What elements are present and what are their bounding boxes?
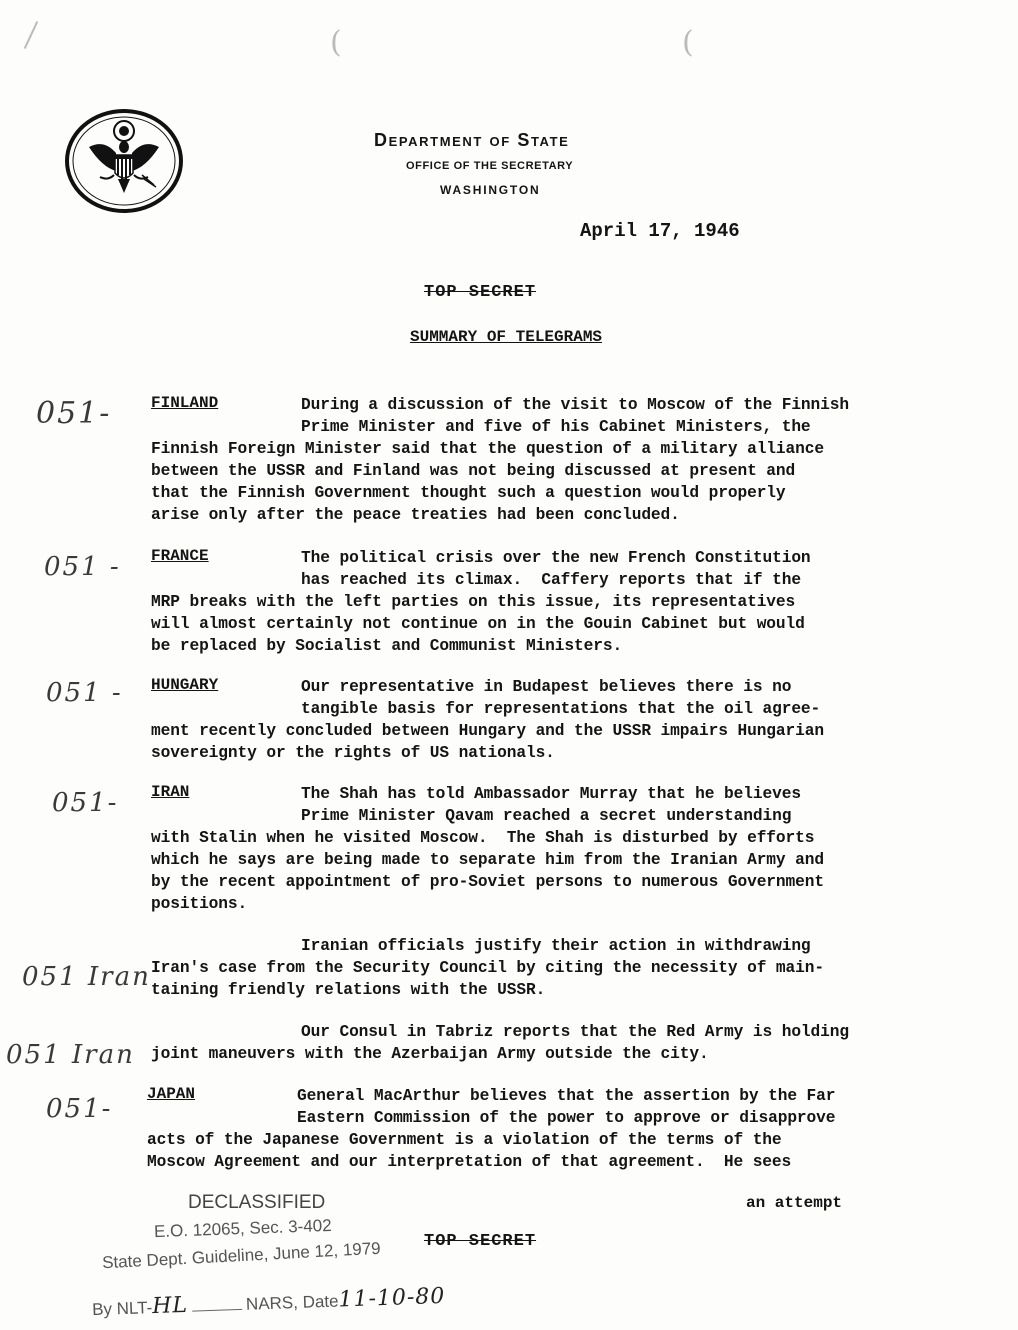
hole-punch-mark: ( [682,25,694,60]
hole-punch-mark: ( [330,25,342,60]
country-heading: FINLAND [151,394,219,412]
paragraph-line: joint maneuvers with the Azerbaijan Army outside the city. [151,1045,709,1063]
document-title: SUMMARY OF TELEGRAMS [410,328,603,346]
paragraph-line: The Shah has told Ambassador Murray that he believes [301,785,801,803]
declassified-initials: HL [151,1292,189,1320]
paragraph-line: with Stalin when he visited Moscow. The Shah is disturbed by efforts [151,829,815,847]
paragraph-line: Iran's case from the Security Council by citing the necessity of main- [151,959,824,977]
paragraph-line: Our Consul in Tabriz reports that the Red Army is holding [301,1023,850,1041]
paragraph-line: acts of the Japanese Government is a violation of the terms of the [147,1131,782,1149]
paragraph-line: taining friendly relations with the USSR. [151,981,546,999]
document-date: April 17, 1946 [580,220,740,242]
declassified-stamp: DECLASSIFIED [188,1192,326,1213]
paragraph-line: sovereignty or the rights of US nationals. [151,744,555,762]
paragraph-line: General MacArthur believes that the assertion by the Far [297,1087,836,1105]
country-heading: JAPAN [147,1085,196,1103]
office-heading: OFFICE OF THE SECRETARY [406,160,574,172]
declassified-date: 11-10-80 [338,1283,446,1313]
paragraph-line: The political crisis over the new French Constitution [301,549,811,567]
country-heading: IRAN [151,783,190,801]
paragraph-line: Finnish Foreign Minister said that the question of a military alliance [151,440,824,458]
margin-note: 051- [36,396,112,431]
paragraph-line: has reached its climax. Caffery reports that if the [301,571,801,589]
paragraph-line: Iranian officials justify their action in withdrawing [301,937,811,955]
paragraph-line: Eastern Commission of the power to approve or disapprove [297,1109,836,1127]
margin-note: 051 Iran [6,1040,135,1070]
paragraph-line: Moscow Agreement and our interpretation of that agreement. He sees [147,1153,792,1171]
margin-note: 051- [52,788,119,818]
paragraph-line: which he says are being made to separate him from the Iranian Army and [151,851,824,869]
paragraph-line: Prime Minister and five of his Cabinet Ministers, the [301,418,811,436]
paragraph-line: between the USSR and Finland was not being discussed at present and [151,462,796,480]
margin-note: 051 Iran [22,962,151,992]
paragraph-line: During a discussion of the visit to Moscow of the Finnish [301,396,850,414]
continuation-text: an attempt [746,1194,843,1212]
margin-note: 051 - [46,678,123,708]
classification-marking: TOP SECRET [424,283,537,302]
margin-note: 051- [46,1094,113,1124]
paragraph-line: will almost certainly not continue on in the Gouin Cabinet but would [151,615,805,633]
classification-marking-footer: TOP SECRET [424,1232,537,1251]
great-seal-icon [64,109,184,214]
department-heading [374,130,569,151]
declassified-by-label: By NLT- [91,1298,153,1320]
country-heading: FRANCE [151,547,209,565]
paragraph-line: Prime Minister Qavam reached a secret understanding [301,807,792,825]
country-heading: HUNGARY [151,676,219,694]
declassified-signoff [92,1284,446,1321]
declassified-date-label: NARS, Date [245,1291,339,1314]
paragraph-line: be replaced by Socialist and Communist Ministers. [151,637,623,655]
city-heading: WASHINGTON [440,183,541,197]
declassified-guideline: State Dept. Guideline, June 12, 1979 [101,1238,382,1273]
paragraph-line: that the Finnish Government thought such a question would properly [151,484,786,502]
paragraph-line: ment recently concluded between Hungary and the USSR impairs Hungarian [151,722,824,740]
department-name: Department of State [374,130,570,150]
paragraph-line: Our representative in Budapest believes there is no [301,678,792,696]
pencil-mark [24,21,38,49]
paragraph-line: tangible basis for representations that the oil agree- [301,700,821,718]
paragraph-line: arise only after the peace treaties had been concluded. [151,506,680,524]
paragraph-line: positions. [151,895,248,913]
margin-note: 051 - [44,552,121,582]
paragraph-line: by the recent appointment of pro-Soviet persons to numerous Government [151,873,824,891]
declassified-authority: E.O. 12065, Sec. 3-402 [153,1215,332,1242]
paragraph-line: MRP breaks with the left parties on this issue, its representatives [151,593,796,611]
